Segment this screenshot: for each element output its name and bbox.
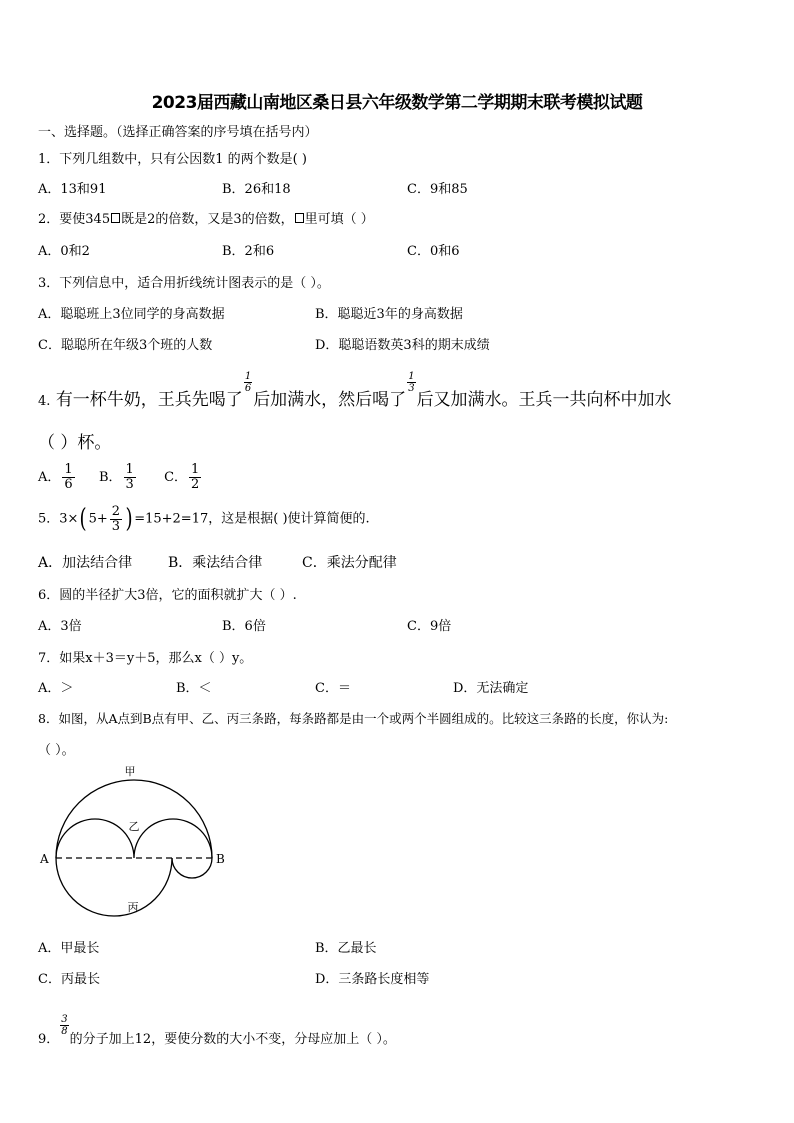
q8-option-d: D．三条路长度相等 <box>315 972 430 987</box>
q5-text-post: =15+2=17，这是根据( )使计算简便的. <box>134 511 370 527</box>
q5-fraction <box>110 505 122 534</box>
path-jia <box>56 780 212 858</box>
q2-stem-part1: 2．要使345 <box>38 212 111 227</box>
q2-stem-part3: 里可填（ ） <box>304 212 374 227</box>
q5-option-b: B．乘法结合律 <box>168 555 263 571</box>
denominator: 2 <box>191 477 200 492</box>
question-8-stem: 8．如图，从A点到B点有甲、乙、丙三条路，每条路都是由一个或两个半圆组成的。比较这三条路的长度，你认为: <box>38 711 669 726</box>
q7-option-d: D．无法确定 <box>453 681 529 696</box>
q4-options <box>38 463 203 492</box>
q3-option-b: B．聪聪近3年的身高数据 <box>315 307 463 322</box>
label-jia: 甲 <box>124 765 136 778</box>
q4-fraction-1 <box>244 371 252 394</box>
q9-text: 的分子加上12，要使分数的大小不变，分母应加上（ ）。 <box>69 1032 396 1047</box>
q6-option-a: A．3倍 <box>38 619 82 634</box>
q4-number: 4. <box>38 394 51 409</box>
label-point-b: B <box>216 852 225 866</box>
blank-box-icon <box>111 213 120 223</box>
paths-diagram <box>36 762 236 920</box>
q1-option-a: A．13和91 <box>38 182 107 197</box>
q3-option-a: A．聪聪班上3位同学的身高数据 <box>38 307 225 322</box>
label-bing: 丙 <box>127 901 139 914</box>
numerator: 2 <box>111 503 121 519</box>
q4-option-c-fraction <box>189 463 201 492</box>
q4-option-b-fraction <box>124 463 136 492</box>
label-yi: 乙 <box>128 820 140 833</box>
numerator: 1 <box>191 462 200 477</box>
question-9-stem <box>38 1014 396 1051</box>
question-8-line2: （ ）。 <box>38 743 75 758</box>
q6-option-c: C．9倍 <box>407 619 452 634</box>
question-7-stem: 7．如果x＋3＝y＋5，那么x（ ）y。 <box>38 651 253 666</box>
q2-stem-part2: 既是2的倍数，又是3的倍数， <box>121 212 294 227</box>
denominator: 3 <box>111 518 121 534</box>
q5-option-a: A．加法结合律 <box>38 555 133 571</box>
question-6-stem: 6．圆的半径扩大3倍，它的面积就扩大（ ）. <box>38 588 297 603</box>
q4-text-part3: 后又加满水。王兵一共向杯中加水 <box>416 390 672 410</box>
q8-option-c: C．丙最长 <box>38 972 100 987</box>
path-bing-large <box>56 858 172 916</box>
q9-fraction <box>60 1014 68 1037</box>
q5-left-paren: ( <box>79 504 88 534</box>
q2-option-b: B．2和6 <box>222 244 275 259</box>
page-title: 2023届西藏山南地区桑日县六年级数学第二学期期末联考模拟试题 <box>151 93 643 113</box>
path-bing-small <box>172 858 212 878</box>
q4-option-a-fraction <box>62 463 74 492</box>
denominator: 6 <box>64 477 73 492</box>
q4-text-part1: 有一杯牛奶，王兵先喝了 <box>55 390 243 410</box>
section-heading: 一、选择题。（选择正确答案的序号填在括号内） <box>38 125 318 140</box>
question-2-stem <box>38 208 374 227</box>
question-5-stem <box>38 504 370 534</box>
numerator: 1 <box>125 462 134 477</box>
q5-option-c: C．乘法分配律 <box>302 555 397 571</box>
q4-text-part2: 后加满水，然后喝了 <box>253 390 407 410</box>
question-4-stem <box>38 371 672 410</box>
q2-option-a: A．0和2 <box>38 244 90 259</box>
q5-whole: 5+ <box>88 511 108 527</box>
q8-option-a: A．甲最长 <box>38 941 100 956</box>
q3-option-c: C．聪聪所在年级3个班的人数 <box>38 338 213 353</box>
numerator: 3 <box>61 1014 68 1025</box>
q5-text-pre: 5．3× <box>38 511 79 527</box>
q7-option-b: B．＜ <box>176 681 212 696</box>
denominator: 8 <box>61 1026 68 1037</box>
q2-option-c: C．0和6 <box>407 244 460 259</box>
numerator: 1 <box>408 371 415 382</box>
numerator: 1 <box>244 371 252 382</box>
question-3-stem: 3．下列信息中，适合用折线统计图表示的是（ ）。 <box>38 276 330 291</box>
q4-fraction-2 <box>407 371 415 394</box>
q4-option-a-label: A． <box>38 470 61 485</box>
numerator: 1 <box>64 462 73 477</box>
question-1-stem: 1．下列几组数中，只有公因数1 的两个数是( ) <box>38 152 307 167</box>
q7-option-c: C．＝ <box>315 681 351 696</box>
q4-option-b-label: B． <box>98 470 122 485</box>
q8-option-b: B．乙最长 <box>315 941 377 956</box>
q3-option-d: D．聪聪语数英3科的期末成绩 <box>315 338 490 353</box>
blank-box-icon <box>295 213 304 223</box>
q5-right-paren: ) <box>125 504 133 534</box>
q7-option-a: A．＞ <box>38 681 74 696</box>
denominator: 3 <box>408 383 415 394</box>
q6-option-b: B．6倍 <box>222 619 266 634</box>
q4-option-c-label: C． <box>164 470 188 485</box>
denominator: 3 <box>125 477 134 492</box>
q1-option-c: C．9和85 <box>407 182 468 197</box>
q1-option-b: B．26和18 <box>222 182 291 197</box>
denominator: 6 <box>244 383 252 394</box>
q9-number: 9． <box>38 1032 60 1047</box>
question-4-line2: （ ）杯。 <box>38 433 112 453</box>
label-point-a: A <box>40 852 49 866</box>
